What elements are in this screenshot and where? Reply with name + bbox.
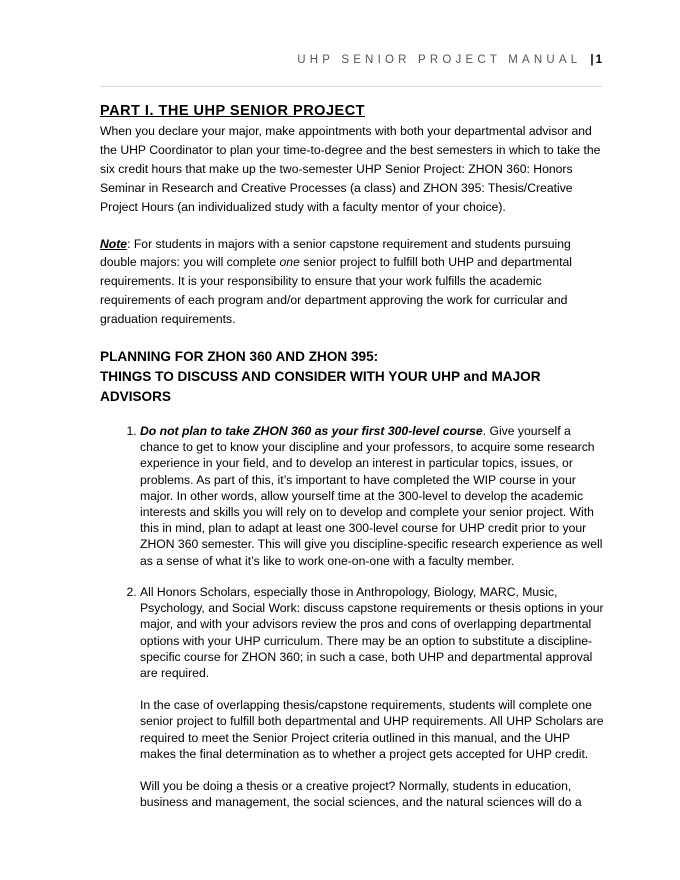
item-2-paragraph-1: 2. All Honors Scholars, especially those in Anthropology, Biology, MARC, Music, Psychology, and Social Work: discuss capstone requirements or thesis options in your major, and with your advisors review the pros and cons of overlapping departmental options with your UHP curriculum. There may be an option to substitute a discipline-specific course for ZHON 360; in such a case, both UHP and departmental approval are required. [140, 584, 604, 680]
intro-paragraph: When you declare your major, make appointments with both your departmental advisor and the UHP Coordinator to plan your time-to-degree and the best semesters in which to take the six credit hours that make up the two-semester UHP Senior Project: ZHON 360: Honors Seminar in Research and Creative Processes (a class) and ZHON 395: Thesis/Creative Project Hours (an individualized study with a faculty mentor of your choice). [100, 124, 601, 214]
header-rule [100, 86, 602, 87]
planning-heading [100, 347, 605, 407]
item-2-paragraph-3: Will you be doing a thesis or a creative project? Normally, students in education, business and management, the social sciences, and the natural sciences will do a [140, 778, 582, 810]
header-title: UHP SENIOR PROJECT MANUAL [297, 54, 581, 66]
header-separator: | [590, 54, 594, 66]
note-label: Note [100, 236, 128, 251]
planning-heading-line2: THINGS TO DISCUSS AND CONSIDER WITH YOUR UHP and MAJOR ADVISORS [100, 369, 541, 405]
part-title: PART I. THE UHP SENIOR PROJECT [100, 103, 366, 119]
list-item [140, 423, 605, 569]
running-header [100, 54, 602, 66]
list-item [140, 584, 605, 810]
item-1-lead: Do not plan to take ZHON 360 as your first 300-level course [140, 424, 483, 439]
item-1-text: . Give yourself a chance to get to know your discipline and your professors, to acquire some research experience in your field, and to develop an interest in particular topics, issues, or problems. As part of this, it’s important to have completed the WIP course in your major. In other words, allow yourself time at the 300-level to develop the academic interests and skills you will rely on to develop and complete your senior project. With this in mind, plan to adapt at least one 300-level course for UHP credit prior to your ZHON 360 semester. This will give you discipline-specific research experience as well as a sense of what it’s like to work one-on-one with a faculty member. [140, 424, 603, 568]
planning-list [100, 423, 605, 810]
note-emphasis: one [279, 255, 300, 270]
note-text-before: : For students in majors with a senior capstone requirement and students pursuing double majors: you will complete [100, 236, 571, 270]
body-content [100, 100, 605, 825]
item-2-paragraph-2: In the case of overlapping thesis/capstone requirements, students will complete one senior project to fulfill both departmental and UHP requirements. All UHP Scholars are required to meet the Senior Project criteria outlined in this manual, and the UHP makes the final determination as to whether a project gets accepted for UHP credit. [140, 698, 604, 761]
planning-heading-line1: PLANNING FOR ZHON 360 AND ZHON 395: [100, 349, 379, 365]
note-paragraph [100, 235, 605, 330]
note-text-after: senior project to fulfill both UHP and departmental requirements. It is your responsibility to ensure that your work fulfills the academic requirements of each program and/or department approving the work for curricular and graduation requirements. [100, 255, 572, 327]
page-number: 1 [595, 54, 602, 66]
